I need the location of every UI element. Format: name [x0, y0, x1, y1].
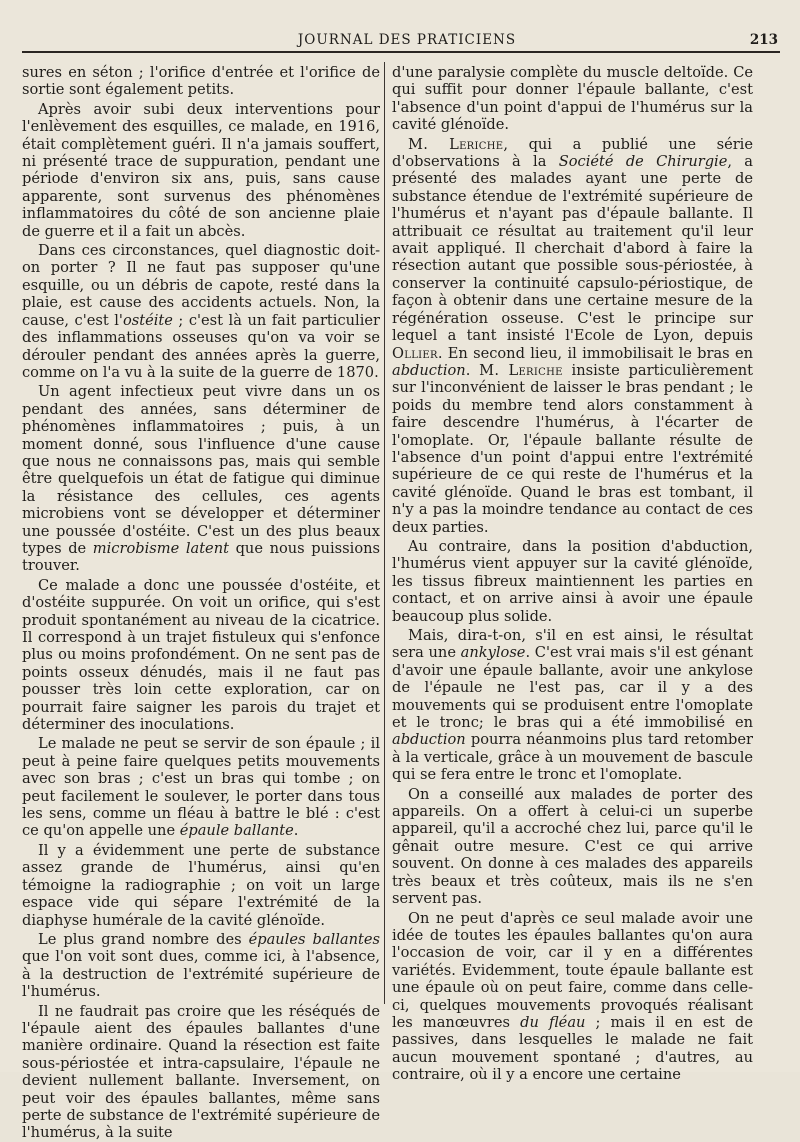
text-span: Dans ces circonstances, quel diagnostic doit-on porter ? Il ne faut pas supposer qu'une esquille, ou un débris de capote, resté dans la plaie, est cause des accidents actuels. Non, la cause, c'est l'	[22, 242, 380, 329]
paragraph	[392, 136, 753, 536]
paragraph	[392, 627, 753, 784]
paragraph	[22, 735, 380, 839]
italic-term: abduction	[392, 361, 466, 379]
paragraph	[22, 931, 380, 1001]
text-span: , a présenté des malades ayant une perte de substance étendue de l'extrémité supérieure de l'humérus et n'ayant pas d'épaule ballante. Il attribuait ce résultat au traitement qu'il leur avait appliqué. Il cherchait d'abord à faire la résection autant que possible sous-périostée, à conserver la continuité capsulo-périostique, de façon à obtenir dans une certaine mesure de la régénération osseuse. C'est le principe sur lequel a tant insisté l'Ecole de Lyon, depuis	[392, 153, 753, 345]
text-span: . C'est vrai mais s'il est génant d'avoir une épaule ballante, avoir une ankylose de l'épaule ne l'est pas, car il y a des mouvements qui se produisent entre l'omoplate et le tronc; le bras qui a été immobilisé en	[392, 644, 753, 732]
paragraph: On a conseillé aux malades de porter des appareils. On a offert à celui-ci un superbe appareil, qu'il a accroché chez lui, parce qu'il le gênait outre mesure. C'est ce qui arrive souvent. On donne à ces malades des appareils très beaux et très coûteux, mais ils ne s'en servent pas.	[392, 785, 753, 908]
paragraph	[392, 910, 753, 1084]
text-span: ; c'est là un fait particulier des inflammations osseuses qu'on va voir se dérouler pendant des années après la guerre, comme on l'a vu à la suite de la guerre de 1870.	[22, 311, 380, 381]
paragraph: d'une paralysie complète du muscle deltoïde. Ce qui suffit pour donner l'épaule ballante, c'est l'absence d'un point d'appui de l'humérus sur la cavité glénoïde.	[392, 64, 753, 134]
author-name: Ollier	[392, 344, 438, 362]
paragraph: Au contraire, dans la position d'abduction, l'humérus vient appuyer sur la cavité glénoïde, les tissus fibreux maintiennent les parties en contact, et on arrive ainsi à avoir une épaule beaucoup plus solide.	[392, 537, 753, 625]
paragraph: Après avoir subi deux interventions pour l'enlèvement des esquilles, ce malade, en 1916, était complètement guéri. Il n'a jamais souffert, ni présenté trace de suppuration, pendant une période d'environ six ans, puis, sans cause apparente, sont survenus des phénomènes inflammatoires du côté de son ancienne plaie de guerre et il a fait un abcès.	[22, 100, 380, 240]
text-span: , qui a publié une série d'observations à la	[392, 135, 753, 171]
paragraph: sures en séton ; l'orifice d'entrée et l'orifice de sortie sont également petits.	[22, 64, 380, 99]
paragraph	[22, 242, 380, 381]
italic-term: du fléau	[520, 1013, 586, 1031]
italic-term: microbisme latent	[92, 539, 229, 557]
text-span: .	[293, 822, 299, 840]
author-name: M. Leriche	[408, 135, 504, 153]
italic-term: ankylose	[460, 644, 526, 662]
author-name: M. Leriche	[479, 361, 563, 379]
italic-term: épaules ballantes	[248, 930, 380, 948]
paragraph	[22, 383, 380, 574]
text-span: que l'on voit sont dues, comme ici, à l'absence, à la destruction de l'extrémité supérieure de l'humérus.	[22, 948, 380, 1001]
right-column	[392, 64, 753, 1084]
italic-term: ostéite	[122, 311, 173, 329]
text-span: Un agent infectieux peut vivre dans un os pendant des années, sans déterminer de phénomènes inflammatoires ; puis, à un moment donné, sous l'influence d'une cause que nous ne connaissons pas, mais qui semble être quelquefois un état de fatigue qui diminue la résistance des cellules, ces agents microbiens vont se développer et déterminer une poussée d'ostéite. C'est un des plus beaux types de	[22, 383, 380, 557]
paragraph: Il ne faudrait pas croire que les réséqués de l'épaule aient des épaules ballantes d'une manière ordinaire. Quand la résection est faite sous-périostée et intra-capsulaire, l'épaule ne devient nullement ballante. Inversement, on peut voir des épaules ballantes, même sans perte de substance de l'extrémité supérieure de l'humérus, à la suite	[22, 1002, 380, 1142]
paragraph: Il y a évidemment une perte de substance assez grande de l'humérus, ainsi qu'en témoigne la radiographie ; on voit un large espace vide qui sépare l'extrémité de la diaphyse humérale de la cavité glénoïde.	[22, 841, 380, 929]
text-span: que nous puissions trouver.	[22, 539, 380, 575]
italic-term: abduction	[392, 731, 466, 749]
column-divider	[384, 62, 385, 1004]
header-rule	[22, 51, 780, 53]
text-span: insiste particulièrement sur l'inconvénient de laisser le bras pendant ; le poids du membre tend alors constamment à faire descendre l'humérus, à l'écarter de l'omoplate. Or, l'épaule ballante résulte de l'absence d'un point d'appui entre l'extrémité supérieure de ce qui reste de l'humérus et la cavité glénoïde. Quand le bras est tombant, il n'y a pas la moindre tendance au contact de ces deux parties.	[392, 361, 753, 536]
left-column	[22, 64, 380, 1142]
running-header	[22, 30, 792, 50]
text-span: Mais, dira-t-on, s'il en est ainsi, le résultat sera une	[392, 627, 753, 662]
text-span: Le plus grand nombre des	[38, 930, 249, 948]
text-span: Le malade ne peut se servir de son épaule ; il peut à peine faire quelques petits mouvements avec son bras ; c'est un bras qui tombe ; on peut facilement le soulever, le porter dans tous les sens, comme un fléau à battre le blé : c'est ce qu'on appelle une	[22, 735, 380, 840]
text-span: .	[465, 361, 480, 379]
journal-title: JOURNAL DES PRATICIENS	[297, 32, 517, 48]
text-span: ; mais il en est de passives, dans lesquelles le malade ne fait aucun mouvement spontané ; d'autres, au contraire, où il y a encore une certaine	[392, 1013, 753, 1084]
page-number: 213	[749, 32, 778, 48]
italic-term: épaule ballante	[179, 822, 294, 840]
paragraph: Ce malade a donc une poussée d'ostéite, et d'ostéite suppurée. On voit un orifice, qui s'est produit spontanément au niveau de la cicatrice. Il correspond à un trajet fistuleux qui s'enfonce plus ou moins profondément. On ne sent pas de points osseux dénudés, mais il ne faut pas pousser très loin cette exploration, car on pourrait faire saigner les parois du trajet et déterminer des inoculations.	[22, 576, 380, 734]
text-span: On ne peut d'après ce seul malade avoir une idée de toutes les épaules ballantes qu'on aura l'occasion de voir, car il y en a différentes variétés. Evidemment, toute épaule ballante est une épaule où on peut faire, comme dans celle-ci, quelques mouvements provoqués réalisant les manœuvres	[392, 909, 753, 1031]
italic-term: Société de Chirurgie	[558, 153, 728, 171]
text-span: . En second lieu, il immobilisait le bras en	[437, 344, 753, 362]
text-span: pourra néanmoins plus tard retomber à la verticale, grâce à un mouvement de bascule qui se fera entre le tronc et l'omoplate.	[392, 731, 753, 784]
